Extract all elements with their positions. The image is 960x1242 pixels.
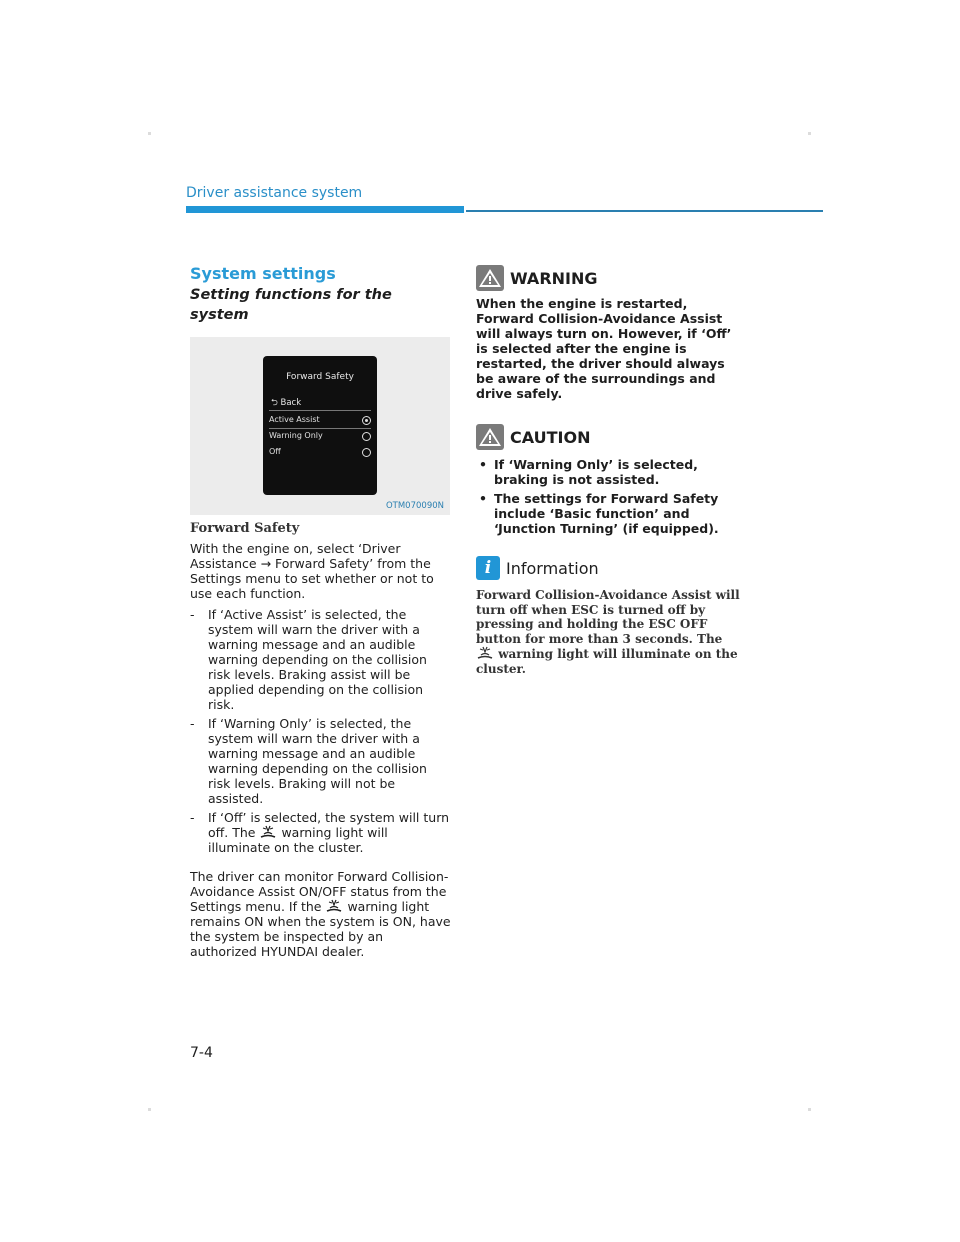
- list-item: • If ‘Warning Only’ is selected, braking is not assisted.: [479, 457, 698, 487]
- information-header: [476, 554, 744, 582]
- caution-header: [476, 423, 744, 451]
- back-item: [271, 397, 301, 411]
- menu-option-warning-only: [269, 429, 371, 443]
- warning-title: WARNING: [510, 268, 598, 288]
- section-header: Driver assistance system: [186, 185, 363, 201]
- fca-warning-icon: [259, 825, 277, 839]
- warning-header: [476, 264, 744, 292]
- crop-mark: [808, 1108, 811, 1111]
- option-label: Warning Only: [269, 431, 323, 440]
- settings-figure: [190, 337, 450, 515]
- subsection-title: Setting functions for the system: [190, 287, 392, 323]
- screen-title: Forward Safety: [286, 372, 354, 382]
- fca-warning-icon: [476, 646, 494, 660]
- crop-mark: [808, 132, 811, 135]
- information-box: [476, 554, 744, 676]
- list-item: • The settings for Forward Safety include ‘Basic function’ and ‘Junction Turning’ (if equipped).: [479, 491, 719, 536]
- warning-text: When the engine is restarted, Forward Collision-Avoidance Assist will always turn on. However, if ‘Off’ is selected after the engine is restarted, the driver should always be aware of the surroundings and drive safely.: [476, 296, 732, 401]
- information-title: Information: [506, 558, 599, 578]
- back-arrow-icon: ⮌: [271, 398, 278, 408]
- intro-paragraph: With the engine on, select ‘Driver Assistance → Forward Safety’ from the Settings menu to set whether or not to use each function.: [190, 541, 434, 601]
- monitor-paragraph: The driver can monitor Forward Collision-Avoidance Assist ON/OFF status from the Settings menu. If the warning light remains ON when the system is ON, have the system be inspected by an authorized HYUNDAI dealer.: [190, 869, 451, 959]
- forward-safety-heading: Forward Safety: [190, 521, 300, 536]
- header-rule-thin: [466, 210, 823, 212]
- page-number: 7-4: [190, 1045, 213, 1061]
- menu-divider: [269, 410, 371, 411]
- list-item: - If ‘Active Assist’ is selected, the system will warn the driver with a warning message and an audible warning depending on the collision risk levels. Braking assist will be applied depending on the collision risk.: [190, 607, 427, 712]
- warning-box: [476, 264, 744, 401]
- list-item: - If ‘Warning Only’ is selected, the system will warn the driver with a warning message and an audible warning depending on the collision risk levels. Braking will not be assisted.: [190, 716, 427, 806]
- back-label: Back: [280, 398, 302, 408]
- left-column: [190, 264, 452, 959]
- list-item: - If ‘Off’ is selected, the system will turn off. The warning light will illuminate on the cluster.: [190, 810, 450, 855]
- caution-triangle-icon: [476, 424, 504, 450]
- right-column: [476, 264, 744, 676]
- figure-code: OTM070090N: [385, 501, 444, 511]
- header-rule-thick: [186, 206, 464, 213]
- menu-option-off: [269, 445, 371, 459]
- option-label: Active Assist: [269, 415, 320, 424]
- section-title: System settings: [190, 264, 336, 283]
- caution-title: CAUTION: [510, 427, 591, 447]
- info-icon: i: [476, 556, 500, 580]
- radio-empty-icon: [362, 432, 371, 441]
- fca-warning-icon: [325, 899, 343, 913]
- crop-mark: [148, 132, 151, 135]
- crop-mark: [148, 1108, 151, 1111]
- information-text: Forward Collision-Avoidance Assist will turn off when ESC is turned off by pressing and holding the ESC OFF button for more than 3 seconds. The warning light will illuminate on the cluster.: [476, 588, 740, 676]
- caution-list: [476, 457, 744, 536]
- radio-empty-icon: [362, 448, 371, 457]
- radio-selected-icon: [362, 416, 371, 425]
- menu-option-active-assist: [269, 413, 371, 427]
- caution-box: [476, 423, 744, 536]
- cluster-screen: [263, 356, 377, 495]
- option-description-list: [190, 607, 452, 855]
- warning-triangle-icon: [476, 265, 504, 291]
- option-label: Off: [269, 447, 281, 456]
